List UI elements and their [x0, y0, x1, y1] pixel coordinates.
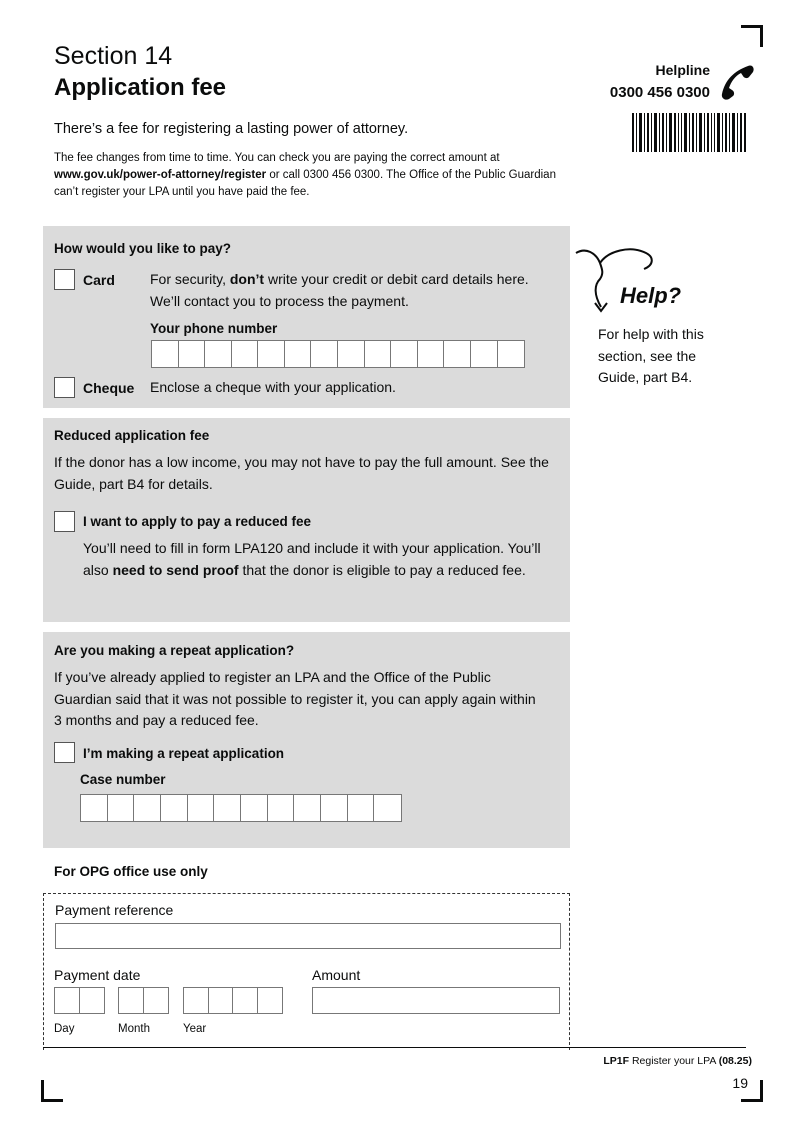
payment-day-input[interactable]: [54, 987, 105, 1014]
phone-number-label: Your phone number: [150, 321, 278, 336]
phone-number-input[interactable]: [151, 340, 525, 368]
day-label: Day: [54, 1023, 75, 1035]
helpline-number: 0300 456 0300: [609, 84, 710, 101]
barcode: [632, 113, 746, 152]
card-label: Card: [83, 272, 115, 288]
help-title: Help?: [620, 283, 682, 308]
office-use-box: [43, 893, 570, 1050]
intro-text: There’s a fee for registering a lasting power of attorney.: [54, 121, 409, 137]
case-number-input[interactable]: [80, 794, 402, 822]
office-use-heading: For OPG office use only: [54, 864, 208, 879]
payment-heading: How would you like to pay?: [54, 241, 232, 256]
fee-info-link[interactable]: www.gov.uk/power-of-attorney/register: [54, 169, 267, 181]
reduced-fee-checkbox-label: I want to apply to pay a reduced fee: [83, 514, 312, 529]
payment-date-label: Payment date: [54, 967, 141, 983]
payment-month-input[interactable]: [118, 987, 169, 1014]
page-title: Application fee: [54, 74, 227, 101]
repeat-application-text: If you’ve already applied to register an LPA and the Office of the Public Guardian said that it was not possible to register it, you can apply again within 3 months and pay a reduced fee.: [54, 669, 536, 728]
cheque-instructions: Enclose a cheque with your application.: [150, 379, 396, 395]
year-label: Year: [183, 1023, 207, 1035]
case-number-label: Case number: [80, 772, 166, 787]
help-callout: [574, 245, 704, 320]
payment-method-panel: [43, 226, 570, 408]
reduced-fee-note: You’ll need to fill in form LPA120 and include it with your application. You’ll also need to send proof that the donor is eligible to pay a reduced fee.: [83, 540, 541, 578]
cheque-checkbox[interactable]: [54, 377, 75, 398]
help-text: For help with this section, see the Guide, part B4.: [598, 326, 704, 385]
fee-info-text: The fee changes from time to time. You can check you are paying the correct amount at www.gov.uk/power-of-attorney/register or call 0300 456 0300. The Office of the Public Guardian can’t register your LPA until you have paid the fee.: [54, 152, 556, 198]
repeat-application-checkbox[interactable]: [54, 742, 75, 763]
section-number: Section 14: [54, 42, 173, 70]
reduced-fee-panel: [43, 418, 570, 622]
footer-divider: [43, 1047, 746, 1048]
page-number: 19: [732, 1075, 748, 1091]
corner-mark-top-right: [741, 25, 763, 47]
card-checkbox[interactable]: [54, 269, 75, 290]
form-reference: LP1F Register your LPA (08.25): [603, 1055, 752, 1067]
phone-icon: [718, 62, 756, 100]
reduced-fee-checkbox[interactable]: [54, 511, 75, 532]
helpline-label: Helpline: [655, 62, 710, 78]
payment-reference-label: Payment reference: [55, 902, 174, 918]
repeat-application-panel: [43, 632, 570, 848]
repeat-application-checkbox-label: I’m making a repeat application: [83, 746, 285, 761]
payment-year-input[interactable]: [183, 987, 283, 1014]
amount-input[interactable]: [312, 987, 560, 1014]
amount-label: Amount: [312, 967, 361, 983]
month-label: Month: [118, 1023, 150, 1035]
corner-mark-bottom-left: [41, 1080, 63, 1102]
card-instructions: For security, don’t write your credit or debit card details here. We’ll contact you to process the payment.: [150, 271, 529, 309]
payment-reference-input[interactable]: [55, 923, 561, 949]
cheque-label: Cheque: [83, 380, 135, 396]
reduced-fee-heading: Reduced application fee: [54, 428, 210, 443]
repeat-application-heading: Are you making a repeat application?: [54, 643, 295, 658]
reduced-fee-text: If the donor has a low income, you may not have to pay the full amount. See the Guide, part B4 for details.: [54, 454, 549, 492]
